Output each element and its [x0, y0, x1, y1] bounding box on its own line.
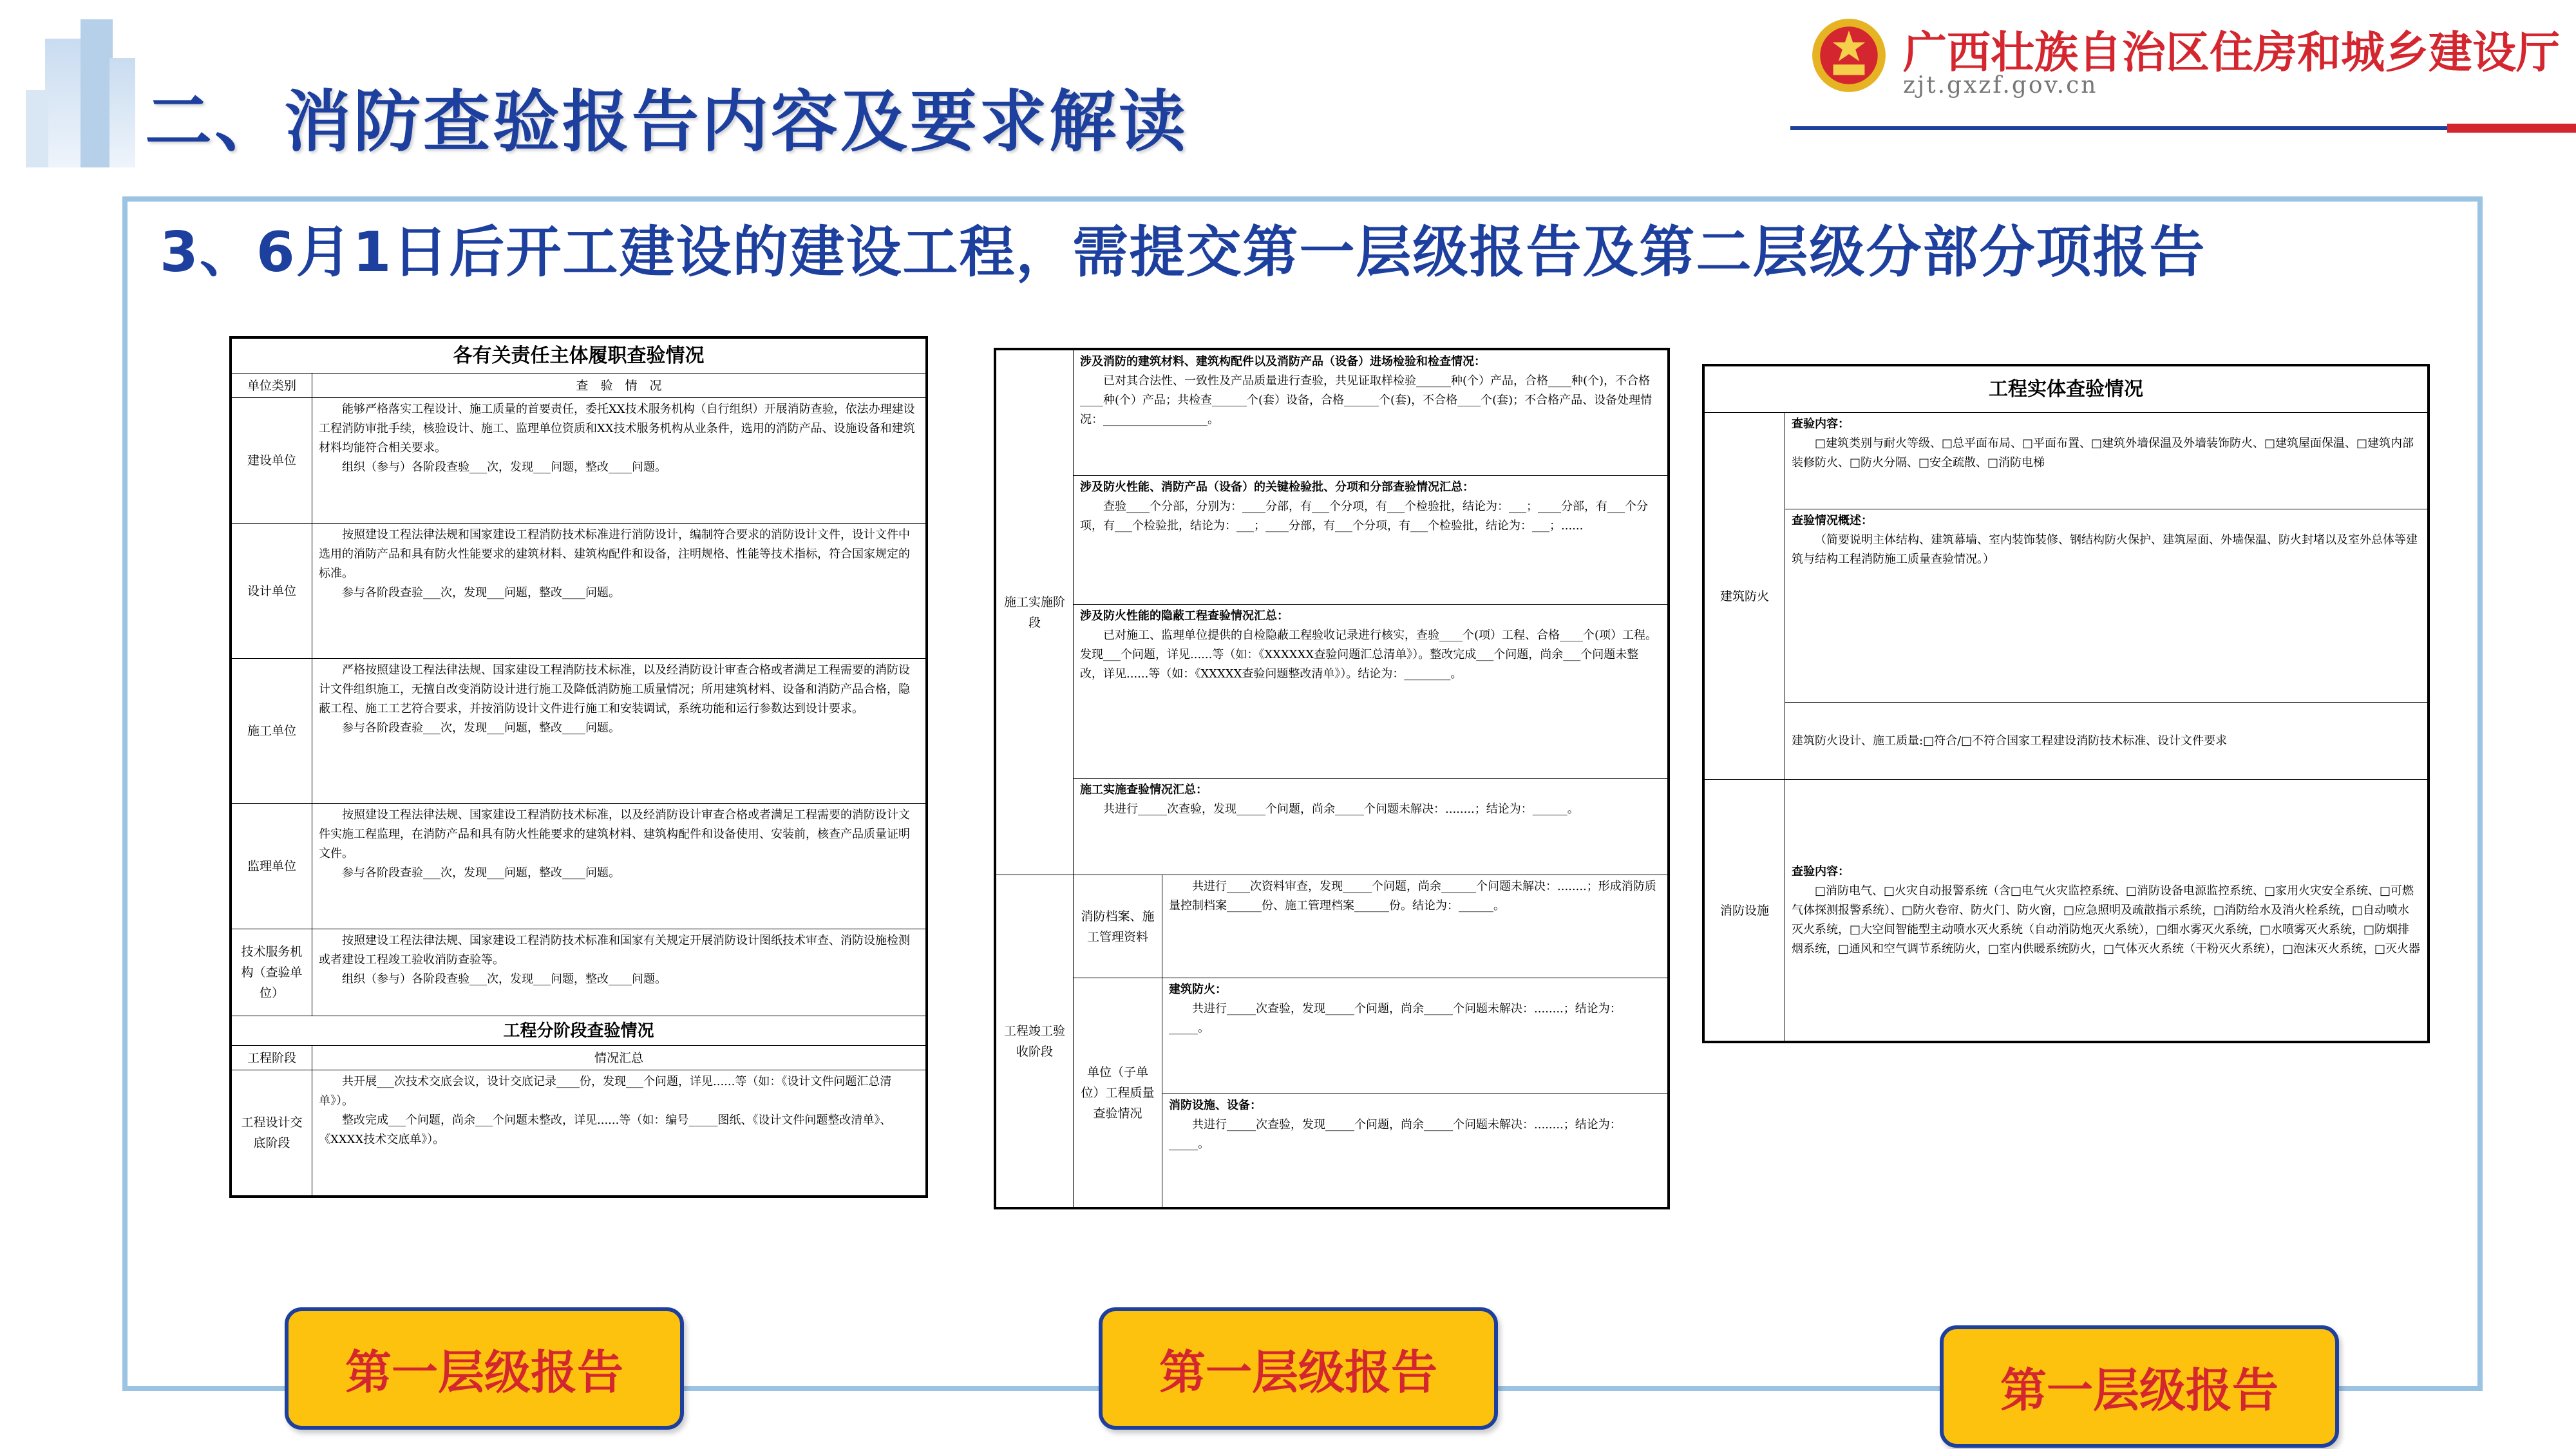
row-content: 按照建设工程法律法规、国家建设工程消防技术标准和国家有关规定开展消防设计图纸技术审查、消防设施检测或者建设工程竣工验收消防查验等。 组织（参与）各阶段查验___次，发现___问题，整改____问题。: [312, 929, 926, 1016]
construction-check-table: [994, 348, 1670, 1209]
row-content: 能够严格落实工程设计、施工质量的首要责任，委托XX技术服务机构（自行组织）开展消防查验，依法办理建设工程消防审批手续，核验设计、施工、监理单位资质和XX技术服务机构从业条件，选用的消防产品、设施设备和建筑材料均能符合相关要求。 组织（参与）各阶段查验___次，发现___问题，整改____问题。: [312, 398, 926, 524]
row-content: 严格按照建设工程法律法规、国家建设工程消防技术标准，以及经消防设计审查合格或者满足工程需要的消防设计文件组织施工，无擅自改变消防设计进行施工及降低消防施工质量情况；所用建筑材料、设备和消防产品合格，隐蔽工程、施工工艺符合要求，并按消防设计文件进行施工和安装调试，系统功能和运行参数达到设计要求。 参与各阶段查验___次，发现___问题，整改____问题。: [312, 659, 926, 804]
check-content: 查验内容： □消防电气、□火灾自动报警系统（含□电气火灾监控系统、□消防设备电源监控系统、□家用火灾安全系统、□可燃气体探测报警系统）、□防火卷帘、防火门、防火窗，□应急照明及疏散指示系统，□消防给水及消火栓系统，□自动喷水灭火系统，□大空间智能型主动喷水灭火系统（自动消防炮灭火系统），□细水雾灭火系统，□水喷雾灭火系统，□防烟排烟系统，□通风和空气调节系统防火，□室内供暖系统防火，□气体灭火系统（干粉灭火系统），□泡沫灭火系统，□灭火器: [1785, 780, 2428, 1041]
row-label: 消防设施: [1705, 780, 1785, 1041]
national-emblem-icon: [1810, 16, 1888, 95]
row-content: 按照建设工程法律法规、国家建设工程消防技术标准，以及经消防设计审查合格或者满足工程需要的消防设计文件实施工程监理，在消防产品和具有防火性能要求的建筑材料、建筑构配件和设备使用、安装前，核查产品质量证明文件。 参与各阶段查验___次，发现___问题，整改____问题。: [312, 804, 926, 929]
stage-table-title: 工程分阶段查验情况: [232, 1016, 926, 1046]
row-label: 建设单位: [232, 398, 312, 524]
section-content: 涉及防火性能、消防产品（设备）的关键检验批、分项和分部查验情况汇总： 查验____个分部，分别为：____分部，有___个分项，有___个检验批，结论为：___；____分部，有___个分项，有___个检验批，结论为：___；____分部，有___个分项，有___个检验批，结论为：___；......: [1074, 476, 1668, 605]
table-title: 各有关责任主体履职查验情况: [232, 339, 926, 374]
section-content: 共进行____次资料审查，发现_____个问题，尚余______个问题未解决：........；形成消防质量控制档案______份、施工管理档案______份。结论为：______。: [1162, 875, 1668, 978]
row-label: 单位（子单位）工程质量查验情况: [1074, 978, 1162, 1208]
column-header: 查 验 情 况: [312, 374, 926, 398]
level-one-report-label: 第一层级报告: [285, 1307, 684, 1430]
org-name: 广西壮族自治区住房和城乡建设厅: [1903, 28, 2561, 79]
section-content: 消防设施、设备： 共进行_____次查验，发现_____个问题，尚余_____个问题未解决：........；结论为：_____。: [1162, 1094, 1668, 1208]
section-content: 涉及消防的建筑材料、建筑构配件以及消防产品（设备）进场检验和检查情况： 已对其合法性、一致性及产品质量进行查验，共见证取样检验______种(个）产品，合格____种(个)，不合格____种(个）产品；共检查______个(套）设备，合格______个(套)，不合格____个(套)；不合格产品、设备处理情况：__________________。: [1074, 350, 1668, 476]
row-label: 消防档案、施工管理资料: [1074, 875, 1162, 978]
level-one-report-label: 第一层级报告: [1099, 1307, 1498, 1430]
check-quality: 建筑防火设计、施工质量:□符合/□不符合国家工程建设消防技术标准、设计文件要求: [1785, 703, 2428, 780]
check-overview: 查验情况概述： （简要说明主体结构、建筑幕墙、室内装饰装修、钢结构防火保护、建筑屋面、外墙保温、防火封堵以及室外总体等建筑与结构工程消防施工质量查验情况。）: [1785, 509, 2428, 703]
row-label: 建筑防火: [1705, 413, 1785, 780]
stage-label: 施工实施阶段: [996, 350, 1074, 875]
header-divider: [1790, 126, 2447, 130]
header-accent: [2447, 124, 2576, 133]
section-content: 涉及防火性能的隐蔽工程查验情况汇总： 已对施工、监理单位提供的自检隐蔽工程验收记录进行核实，查验____个(项）工程、合格____个(项）工程。发现___个问题，详见......等（如：《XXXXXX查验问题汇总清单》）。整改完成___个问题，尚余___个问题未整改，详见......等（如：《XXXXX查验问题整改清单》）。结论为：________。: [1074, 605, 1668, 779]
column-header: 情况汇总: [312, 1046, 926, 1070]
responsibility-check-table: [229, 336, 928, 1198]
org-url: zjt.gxzf.gov.cn: [1903, 72, 2098, 99]
building-decoration: [19, 13, 142, 174]
stage-label: 工程竣工验收阶段: [996, 875, 1074, 1208]
column-header: 单位类别: [232, 374, 312, 398]
row-content: 共开展___次技术交底会议，设计交底记录____份，发现___个问题，详见......等（如：《设计文件问题汇总清单》）。 整改完成___个问题，尚余___个问题未整改，详见......等（如：编号_____图纸、《设计文件问题整改清单》、《XXXX技术交底单》）。: [312, 1070, 926, 1196]
slide-title: 二、消防查验报告内容及要求解读: [145, 82, 1189, 161]
row-content: 按照建设工程法律法规和国家建设工程消防技术标准进行消防设计，编制符合要求的消防设计文件，设计文件中选用的消防产品和具有防火性能要求的建筑材料、建筑构配件和设备，注明规格、性能等技术指标，符合国家规定的标准。 参与各阶段查验___次，发现___问题，整改____问题。: [312, 524, 926, 659]
column-header: 工程阶段: [232, 1046, 312, 1070]
row-label: 技术服务机构（查验单位）: [232, 929, 312, 1016]
level-one-report-label: 第一层级报告: [1940, 1325, 2339, 1448]
section-content: 施工实施查验情况汇总： 共进行_____次查验，发现_____个问题，尚余_____个问题未解决：........；结论为：______。: [1074, 779, 1668, 875]
row-label: 监理单位: [232, 804, 312, 929]
entity-check-table: [1702, 364, 2430, 1043]
row-label: 设计单位: [232, 524, 312, 659]
row-label: 施工单位: [232, 659, 312, 804]
section-content: 建筑防火： 共进行_____次查验，发现_____个问题，尚余_____个问题未解决：........；结论为：_____。: [1162, 978, 1668, 1094]
row-label: 工程设计交底阶段: [232, 1070, 312, 1196]
check-content: 查验内容： □建筑类别与耐火等级、□总平面布局、□平面布置、□建筑外墙保温及外墙装饰防火、□建筑屋面保温、□建筑内部装修防火、□防火分隔、□安全疏散、□消防电梯: [1785, 413, 2428, 509]
section-subtitle: 3、6月1日后开工建设的建设工程，需提交第一层级报告及第二层级分部分项报告: [160, 220, 2206, 285]
table-title: 工程实体查验情况: [1705, 366, 2428, 413]
